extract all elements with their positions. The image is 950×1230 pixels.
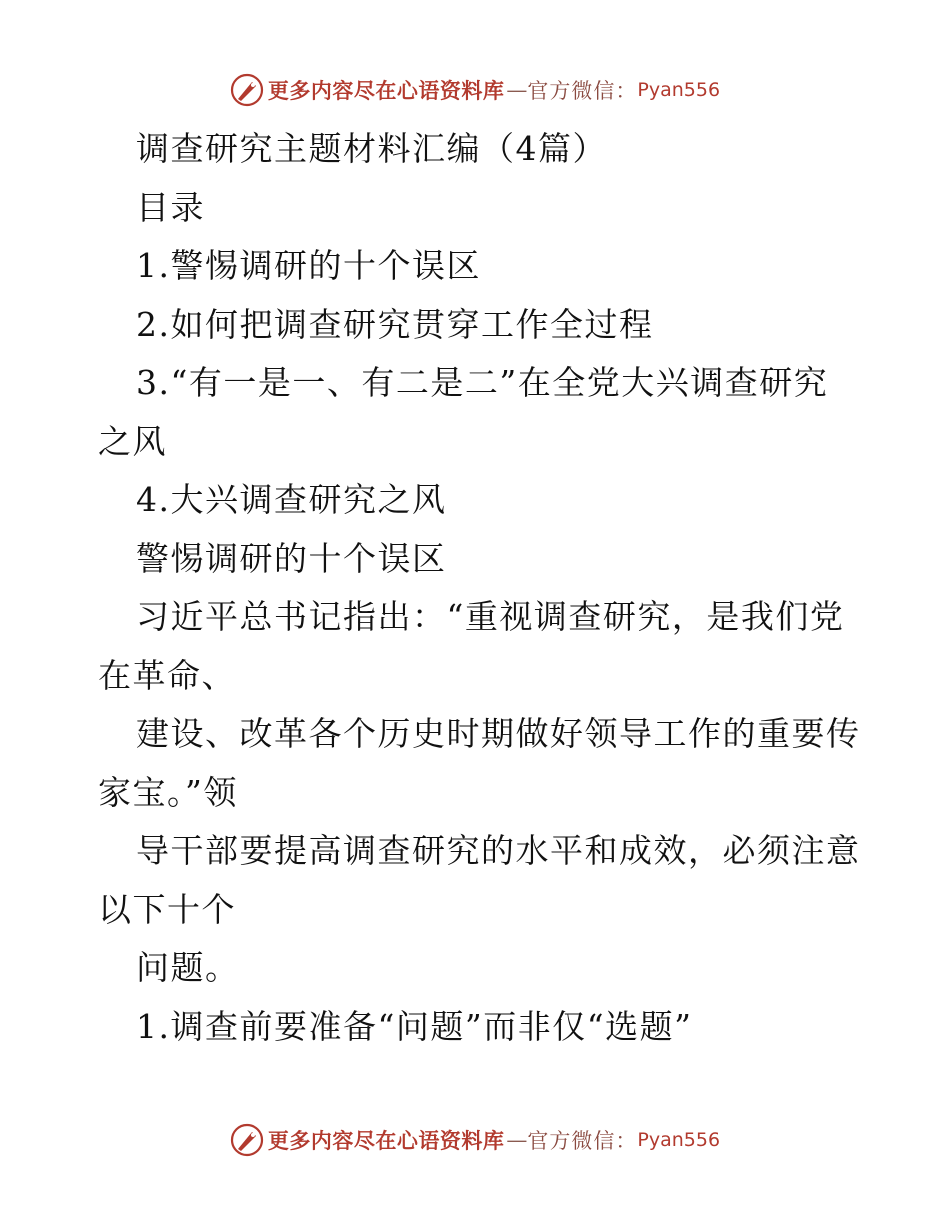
paragraph-line: 家宝。”领 [98, 772, 238, 812]
section-heading: 警惕调研的十个误区 [136, 538, 447, 578]
document-title: 调查研究主题材料汇编（4篇） [136, 129, 607, 168]
banner-separator: — [506, 78, 526, 102]
toc-item-4: 4.大兴调查研究之风 [136, 480, 447, 519]
banner-main-text: 更多内容尽在心语资料库 [267, 1128, 505, 1153]
header-watermark-banner [0, 70, 950, 110]
document-body [98, 120, 861, 1056]
toc-heading: 目录 [136, 187, 205, 227]
banner-wechat-label: 官方微信： [527, 1129, 638, 1153]
paragraph-line: 在革命、 [98, 655, 236, 695]
paragraph-line: 建设、改革各个历史时期做好领导工作的重要传 [136, 714, 861, 753]
paragraph-line: 习近平总书记指出：“重视调查研究，是我们党 [136, 597, 845, 636]
pen-nib-logo-icon [230, 73, 264, 107]
banner-wechat-id: Pyan556 [637, 1129, 721, 1151]
paragraph-line: 问题。 [136, 948, 240, 987]
subheading-item-1: 1.调查前要准备“问题”而非仅“选题” [136, 1006, 693, 1046]
banner-wechat-id: Pyan556 [637, 79, 721, 101]
toc-item-3-continued: 之风 [98, 421, 167, 461]
toc-item-3: 3.“有一是一、有二是二”在全党大兴调查研究 [136, 363, 829, 402]
paragraph-line: 以下十个 [98, 889, 236, 929]
banner-main-text: 更多内容尽在心语资料库 [267, 78, 505, 103]
toc-item-1: 1.警惕调研的十个误区 [136, 246, 481, 285]
paragraph-line: 导干部要提高调查研究的水平和成效，必须注意 [136, 831, 861, 870]
footer-watermark-banner [0, 1120, 950, 1160]
pen-nib-logo-icon [230, 1123, 264, 1157]
toc-item-2: 2.如何把调查研究贯穿工作全过程 [136, 304, 654, 344]
banner-separator: — [506, 1128, 526, 1152]
banner-wechat-label: 官方微信： [527, 79, 638, 103]
